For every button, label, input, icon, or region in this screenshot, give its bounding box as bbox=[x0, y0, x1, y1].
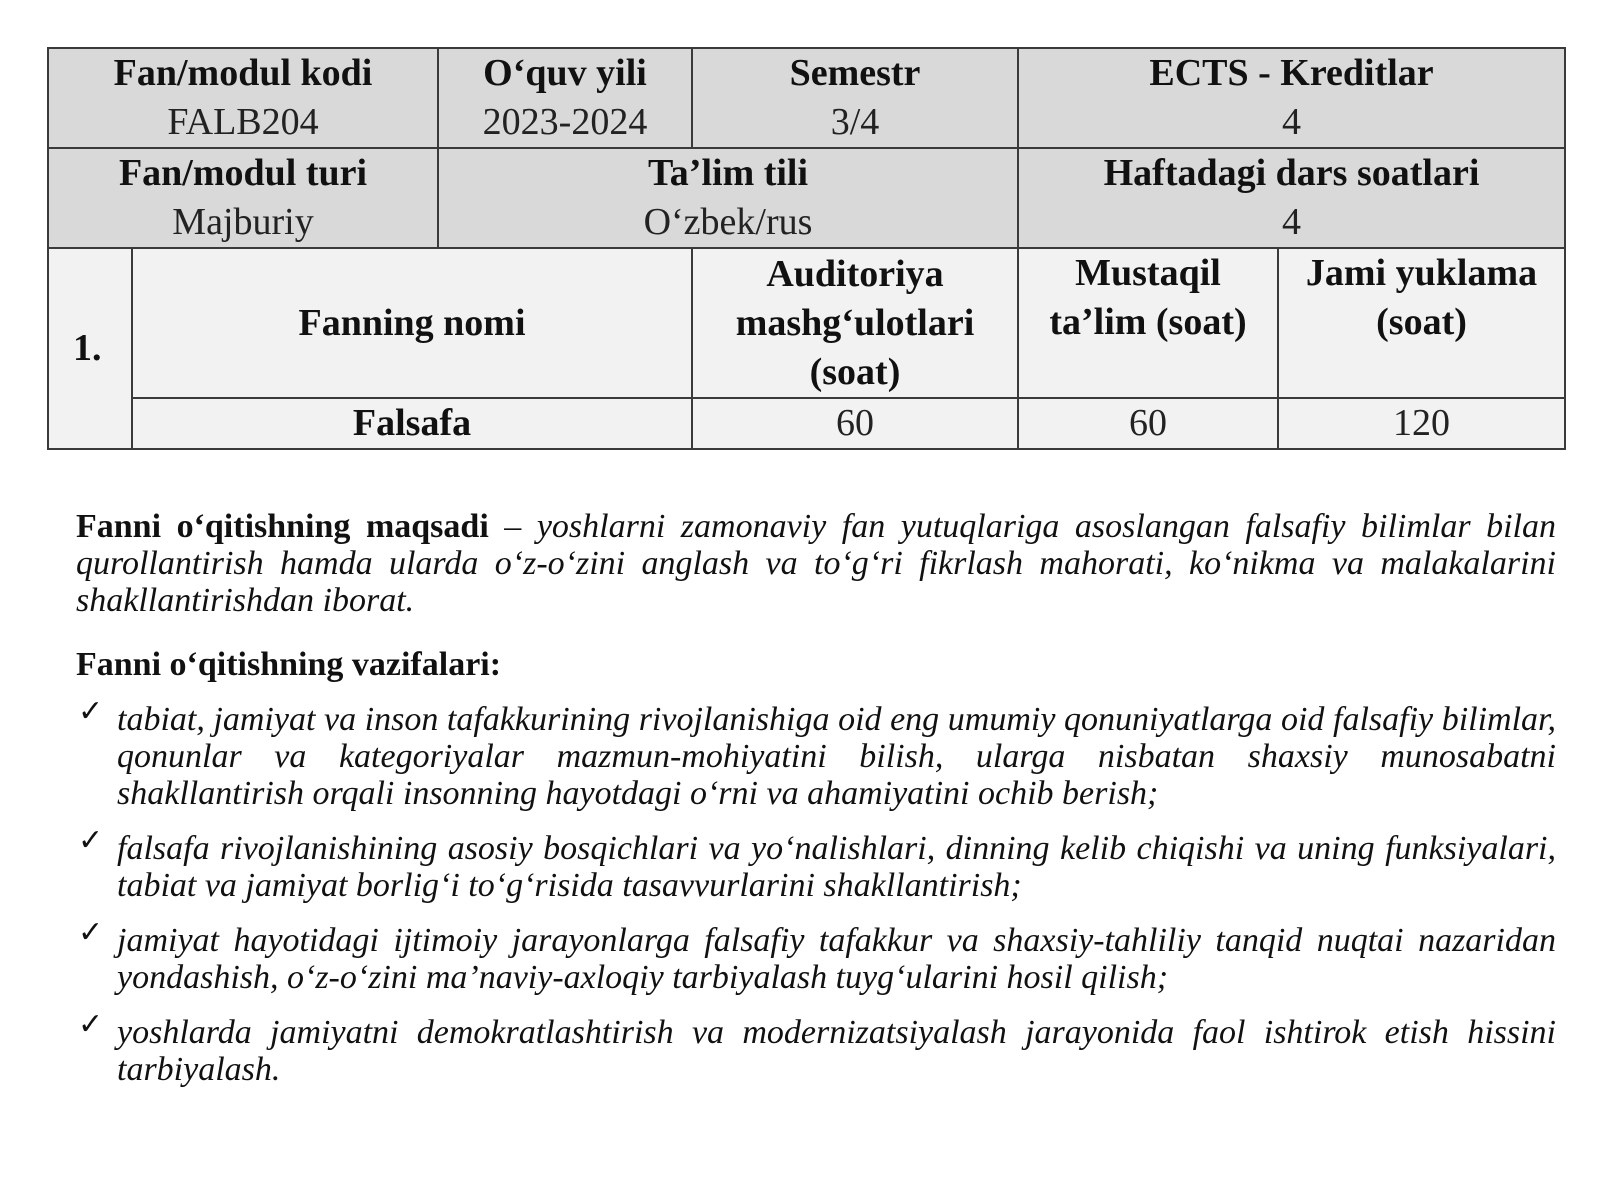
auditory-header-line: (soat) bbox=[809, 350, 901, 393]
module-code-value: FALB204 bbox=[167, 101, 319, 143]
tasks-list bbox=[76, 694, 1556, 1088]
goal-paragraph bbox=[76, 508, 1556, 619]
independent-header-line: Mustaqil bbox=[1075, 252, 1221, 294]
list-item bbox=[76, 694, 1556, 812]
independent-hours: 60 bbox=[1018, 398, 1278, 449]
check-icon: ✓ bbox=[78, 694, 104, 729]
check-icon: ✓ bbox=[78, 823, 104, 858]
semester-value: 3/4 bbox=[830, 101, 880, 143]
independent-header bbox=[1018, 248, 1278, 398]
total-header-line: (soat) bbox=[1376, 301, 1467, 343]
academic-year-value: 2023-2024 bbox=[482, 101, 648, 143]
goal-body: yoshlarni zamonaviy fan yutuqlariga asoslangan falsafiy bilimlar bilan qurollantirish hamda ularda o‘z-o‘zini anglash va to‘g‘ri fikrlash mahorati, ko‘nikma va malakalarini shakllantirishdan iborat. bbox=[76, 508, 1556, 619]
subject-name-header: Fanning nomi bbox=[132, 248, 692, 398]
semester-cell bbox=[692, 48, 1018, 148]
tasks-title: Fanni o‘qitishning vazifalari: bbox=[76, 646, 502, 683]
language-header: Ta’lim tili bbox=[647, 152, 809, 194]
table-row bbox=[48, 148, 1565, 248]
module-code-header: Fan/modul kodi bbox=[113, 52, 373, 94]
task-text: jamiyat hayotidagi ijtimoiy jarayonlarga falsafiy tafakkur va shaxsiy-tahliliy tanqid nuqtai nazaridan yondashish, o‘z-o‘zini ma’naviy-axloqiy tarbiyalash tuyg‘ularini hosil qilish; bbox=[117, 922, 1556, 996]
total-hours: 120 bbox=[1278, 398, 1565, 449]
module-type-cell bbox=[48, 148, 438, 248]
course-description bbox=[76, 508, 1556, 1106]
independent-header-line: ta’lim (soat) bbox=[1049, 301, 1247, 343]
task-text: tabiat, jamiyat va inson tafakkurining rivojlanishiga oid eng umumiy qonuniyatlarga oid falsafiy bilimlar, qonunlar va kategoriyalar mazmun-mohiyatini bilish, ularga nisbatan shaxsiy munosabatni shakllantirish orqali insonning hayotdagi o‘rni va ahamiyatini ochib berish; bbox=[117, 701, 1556, 812]
weekly-hours-value: 4 bbox=[1282, 201, 1301, 243]
ects-cell bbox=[1018, 48, 1565, 148]
ects-header: ECTS - Kreditlar bbox=[1149, 52, 1434, 94]
auditory-header-line: Auditoriya bbox=[766, 252, 944, 295]
goal-title: Fanni o‘qitishning maqsadi bbox=[76, 508, 489, 545]
task-text: falsafa rivojlanishining asosiy bosqichlari va yo‘nalishlari, dinning kelib chiqishi va uning funksiyalari, tabiat va jamiyat borlig‘i to‘g‘risida tasavvurlarini shakllantirish; bbox=[117, 830, 1556, 904]
language-cell bbox=[438, 148, 1018, 248]
list-item bbox=[76, 1007, 1556, 1088]
academic-year-header: O‘quv yili bbox=[483, 52, 647, 94]
auditory-hours: 60 bbox=[692, 398, 1018, 449]
weekly-hours-header: Haftadagi dars soatlari bbox=[1103, 152, 1480, 194]
module-type-header: Fan/modul turi bbox=[118, 152, 368, 194]
module-type-value: Majburiy bbox=[172, 201, 314, 243]
auditory-header bbox=[692, 248, 1018, 398]
language-value: O‘zbek/rus bbox=[643, 201, 813, 243]
total-header-line: Jami yuklama bbox=[1305, 252, 1538, 294]
row-number: 1. bbox=[48, 248, 132, 449]
weekly-hours-cell bbox=[1018, 148, 1565, 248]
total-header bbox=[1278, 248, 1565, 398]
module-code-cell bbox=[48, 48, 438, 148]
goal-dash: – bbox=[488, 508, 537, 545]
task-text: yoshlarda jamiyatni demokratlashtirish va modernizatsiyalash jarayonida faol ishtirok etish hissini tarbiyalash. bbox=[117, 1014, 1556, 1088]
academic-year-cell bbox=[438, 48, 692, 148]
table-row bbox=[48, 48, 1565, 148]
course-info-table bbox=[47, 47, 1566, 450]
check-icon: ✓ bbox=[78, 1007, 104, 1042]
semester-header: Semestr bbox=[789, 52, 921, 94]
ects-value: 4 bbox=[1282, 101, 1301, 143]
list-item bbox=[76, 915, 1556, 996]
auditory-header-line: mashg‘ulotlari bbox=[735, 301, 975, 344]
list-item bbox=[76, 823, 1556, 904]
subject-name: Falsafa bbox=[132, 398, 692, 449]
table-row bbox=[48, 398, 1565, 449]
check-icon: ✓ bbox=[78, 915, 104, 950]
table-row bbox=[48, 248, 1565, 398]
